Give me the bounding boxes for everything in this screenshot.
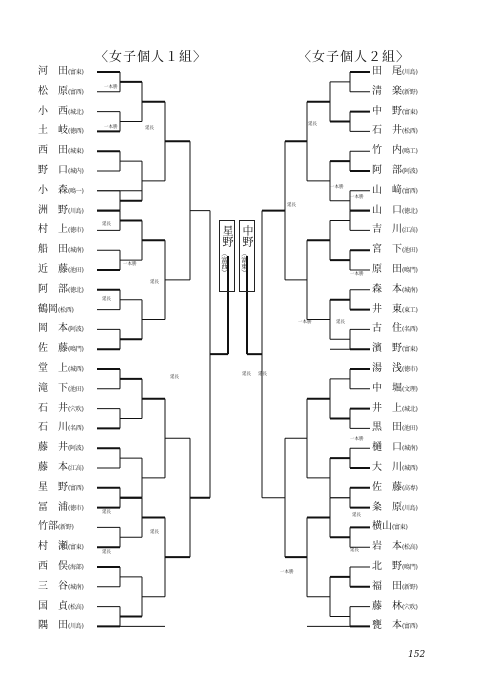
right-player-school: (鳴工)	[402, 148, 418, 156]
left-player-3	[38, 106, 83, 119]
left-player-26	[38, 561, 83, 574]
left-player-10	[38, 244, 83, 257]
right-player-20	[372, 442, 417, 455]
left-player-name: 堂 上	[38, 363, 68, 374]
right-player-name: 藤 林	[372, 600, 402, 612]
left-player-name: 阿 部	[38, 283, 68, 295]
left-player-name: 星 野	[38, 481, 68, 493]
right-player-name: 宮 下	[372, 244, 402, 256]
left-player-name: 冨 浦	[38, 501, 68, 513]
right-player-school: (富東)	[402, 108, 418, 116]
ippon-win-label: 一本勝	[280, 570, 294, 575]
left-player-25	[38, 541, 83, 554]
left-player-school: (阿波)	[68, 445, 84, 453]
right-player-name: 佐 藤	[372, 481, 402, 493]
right-player-name: 田 尾	[372, 66, 402, 77]
left-player-20	[38, 442, 83, 455]
right-player-12	[372, 284, 417, 297]
left-player-name: 鶴岡	[38, 303, 58, 315]
right-player-2	[372, 86, 417, 99]
right-champion-name: 中野	[241, 225, 254, 247]
right-player-name: 福 田	[372, 580, 402, 592]
left-player-school: (江高)	[68, 465, 84, 472]
ippon-win-label: 一本勝	[104, 85, 118, 90]
right-player-school: (東工)	[402, 306, 418, 314]
left-player-name: 藤 本	[38, 462, 68, 473]
left-player-school: (城西)	[68, 366, 84, 373]
right-player-name: 中 堀	[372, 382, 402, 394]
left-player-name: 三 谷	[38, 580, 68, 592]
left-player-name: 隅 田	[38, 620, 68, 632]
right-player-name: 井 東	[372, 303, 402, 315]
left-player-name: 滝 下	[38, 382, 68, 394]
right-player-22	[372, 482, 417, 495]
left-player-17	[38, 383, 83, 396]
left-player-14	[38, 323, 83, 336]
left-champion-school: （富西）	[220, 250, 228, 276]
right-player-name: 黒 田	[372, 422, 402, 434]
encho-label: 延長	[258, 372, 267, 377]
left-player-name: 西 俣	[38, 561, 68, 572]
right-player-name: 森 本	[372, 283, 402, 295]
right-champion-box	[239, 220, 255, 292]
right-player-school: (富東)	[402, 346, 418, 354]
right-champion-school: （富東）	[240, 250, 248, 276]
left-player-school: (徳北)	[68, 286, 84, 294]
left-champion-name: 星野	[221, 225, 234, 247]
right-player-school: (富西)	[402, 187, 418, 195]
right-player-name: 湯 浅	[372, 363, 402, 374]
ippon-win-label: 一本勝	[123, 262, 137, 267]
right-player-25	[372, 541, 417, 554]
right-player-6	[372, 165, 417, 178]
left-player-name: 小 森	[38, 184, 68, 196]
right-player-name: 甕 本	[372, 620, 402, 632]
left-player-4	[38, 125, 83, 138]
right-player-school: (池田)	[402, 247, 418, 255]
left-player-24	[38, 521, 73, 534]
left-player-school: (池田)	[68, 267, 84, 274]
right-player-school: (新野)	[402, 583, 418, 591]
right-player-school: (阿波)	[402, 168, 418, 175]
right-player-name: 横山	[372, 521, 392, 533]
right-player-name: 樋 口	[372, 442, 402, 454]
right-player-school: (池田)	[402, 425, 418, 433]
right-player-21	[372, 462, 417, 475]
encho-label: 延長	[102, 297, 111, 302]
left-player-school: (富西)	[68, 88, 84, 96]
encho-label: 延長	[150, 280, 159, 285]
left-player-name: 西 田	[38, 145, 68, 157]
left-player-school: (富西)	[68, 484, 84, 492]
right-player-school: (文理)	[402, 385, 418, 393]
right-player-school: (富東)	[392, 524, 408, 532]
left-player-school: (城内)	[68, 168, 84, 175]
left-player-name: 船 田	[38, 244, 68, 256]
ippon-win-label: 一本勝	[350, 437, 364, 442]
left-player-7	[38, 185, 83, 198]
left-champion-box	[219, 220, 235, 292]
left-player-school: (阿波)	[68, 326, 84, 334]
right-player-7	[372, 185, 417, 198]
right-player-name: 濱 野	[372, 343, 402, 355]
left-player-school: (城南)	[68, 583, 84, 591]
right-player-school: (富西)	[402, 623, 418, 631]
right-player-school: (高専)	[402, 484, 418, 492]
right-player-school: (城北)	[402, 405, 418, 413]
right-player-1	[372, 66, 417, 79]
left-player-2	[38, 86, 83, 99]
right-player-10	[372, 244, 417, 257]
right-player-name: 粂 原	[372, 501, 402, 513]
right-player-school: (鳴門)	[402, 564, 418, 571]
right-player-school: (松高)	[402, 544, 418, 552]
right-player-name: 原 田	[372, 264, 402, 275]
right-player-school: (城南)	[402, 445, 418, 453]
encho-label: 延長	[336, 320, 345, 325]
right-player-name: 岩 本	[372, 541, 402, 553]
left-player-29	[38, 620, 83, 633]
ippon-win-label: 一本勝	[298, 320, 312, 325]
left-player-school: (鳴門)	[68, 346, 84, 354]
encho-label: 延長	[170, 375, 179, 380]
right-player-28	[372, 601, 417, 614]
right-player-5	[372, 145, 417, 158]
left-player-22	[38, 482, 83, 495]
left-player-school: (徳西)	[68, 128, 84, 136]
left-player-23	[38, 502, 83, 515]
left-player-school: (松西)	[58, 306, 74, 314]
right-player-name: 古 住	[372, 323, 402, 335]
right-player-school: (名西)	[402, 326, 418, 334]
right-player-26	[372, 561, 417, 574]
left-player-12	[38, 284, 83, 297]
encho-label: 延長	[145, 126, 154, 131]
left-player-school: (城北)	[68, 108, 84, 116]
right-player-school: (川島)	[402, 504, 418, 512]
left-player-6	[38, 165, 83, 178]
left-player-28	[38, 601, 83, 614]
encho-label: 延長	[102, 510, 111, 515]
right-player-3	[372, 106, 417, 119]
right-player-19	[372, 422, 417, 435]
right-player-school: (徳北)	[402, 207, 418, 215]
right-player-name: 清 楽	[372, 85, 402, 97]
ippon-win-label: 一本勝	[330, 185, 344, 190]
right-player-school: (城西)	[402, 465, 418, 472]
right-player-name: 阿 部	[372, 165, 402, 176]
left-player-name: 岡 本	[38, 323, 68, 335]
right-player-name: 石 井	[372, 125, 402, 137]
left-player-16	[38, 363, 83, 376]
right-group-title: 〈女子個人２組〉	[298, 50, 411, 65]
right-player-name: 山 口	[372, 204, 402, 216]
left-player-15	[38, 343, 83, 356]
right-player-4	[372, 125, 417, 138]
left-player-school: (海部)	[68, 564, 84, 571]
left-player-name: 石 井	[38, 402, 68, 414]
encho-label: 延長	[287, 203, 296, 208]
right-player-name: 中 野	[372, 105, 402, 117]
right-player-17	[372, 383, 417, 396]
left-player-school: (川島)	[68, 207, 84, 215]
left-player-8	[38, 205, 83, 218]
right-player-name: 大 川	[372, 462, 402, 473]
right-player-name: 吉 川	[372, 224, 402, 236]
encho-label: 延長	[350, 548, 359, 553]
right-player-18	[372, 403, 417, 416]
right-player-name: 北 野	[372, 561, 402, 572]
right-player-24	[372, 521, 407, 534]
left-player-school: (富東)	[68, 69, 84, 76]
right-player-27	[372, 581, 417, 594]
right-player-14	[372, 323, 417, 336]
left-player-11	[38, 264, 83, 277]
left-player-school: (富東)	[68, 544, 84, 552]
left-player-name: 松 原	[38, 85, 68, 97]
left-player-name: 小 西	[38, 105, 68, 117]
left-player-name: 竹部	[38, 521, 58, 533]
left-player-school: (城東)	[68, 148, 84, 156]
right-player-name: 井 上	[372, 402, 402, 414]
left-player-school: (徳市)	[68, 227, 84, 235]
right-player-school: (江高)	[402, 227, 418, 235]
right-player-school: (松西)	[402, 128, 418, 136]
right-player-29	[372, 620, 417, 633]
encho-label: 延長	[308, 122, 317, 127]
left-player-school: (松高)	[68, 603, 84, 611]
left-player-name: 藤 井	[38, 442, 68, 454]
left-player-name: 村 上	[38, 224, 68, 236]
left-player-name: 村 瀬	[38, 541, 68, 553]
ippon-win-label: 一本勝	[350, 272, 364, 277]
left-player-19	[38, 422, 83, 435]
left-player-21	[38, 462, 83, 475]
right-player-8	[372, 205, 417, 218]
left-player-9	[38, 224, 83, 237]
encho-label: 延長	[352, 513, 361, 518]
right-player-school: (穴吹)	[402, 603, 418, 611]
left-player-school: (池田)	[68, 385, 84, 393]
left-player-school: (新野)	[58, 524, 74, 532]
ippon-win-label: 一本勝	[350, 195, 364, 200]
right-player-13	[372, 304, 417, 317]
right-player-15	[372, 343, 417, 356]
encho-label: 延長	[102, 222, 111, 227]
left-player-school: (穴吹)	[68, 405, 84, 413]
left-player-5	[38, 145, 83, 158]
left-group-title: 〈女子個人１組〉	[95, 50, 208, 65]
right-player-name: 山 﨑	[372, 184, 402, 196]
right-player-23	[372, 502, 417, 515]
right-player-name: 竹 内	[372, 145, 402, 157]
left-player-name: 洲 野	[38, 204, 68, 216]
left-player-18	[38, 403, 83, 416]
left-player-name: 佐 藤	[38, 343, 68, 355]
right-player-school: (鳴門)	[402, 267, 418, 274]
encho-label: 延長	[242, 372, 251, 377]
left-player-13	[38, 304, 73, 317]
page-number: 152	[408, 650, 426, 660]
left-player-name: 国 貞	[38, 600, 68, 612]
right-player-16	[372, 363, 417, 376]
encho-label: 延長	[150, 530, 159, 535]
left-player-name: 野 口	[38, 165, 68, 176]
left-player-27	[38, 581, 83, 594]
right-player-school: (新野)	[402, 88, 418, 96]
encho-label: 延長	[102, 550, 111, 555]
left-player-name: 石 川	[38, 422, 68, 434]
left-player-school: (徳市)	[68, 504, 84, 512]
ippon-win-label: 一本勝	[104, 125, 118, 130]
left-player-school: (鳴一)	[68, 187, 84, 195]
right-player-11	[372, 264, 417, 277]
right-player-school: (徳市)	[402, 366, 418, 373]
left-player-school: (城南)	[68, 247, 84, 255]
right-player-school: (城南)	[402, 286, 418, 294]
left-player-name: 河 田	[38, 66, 68, 77]
left-player-name: 土 岐	[38, 125, 68, 137]
right-player-9	[372, 224, 417, 237]
left-player-school: (川島)	[68, 623, 84, 631]
left-player-school: (名西)	[68, 425, 84, 433]
left-player-name: 近 藤	[38, 264, 68, 275]
right-player-school: (川島)	[402, 69, 418, 76]
left-player-1	[38, 66, 83, 79]
